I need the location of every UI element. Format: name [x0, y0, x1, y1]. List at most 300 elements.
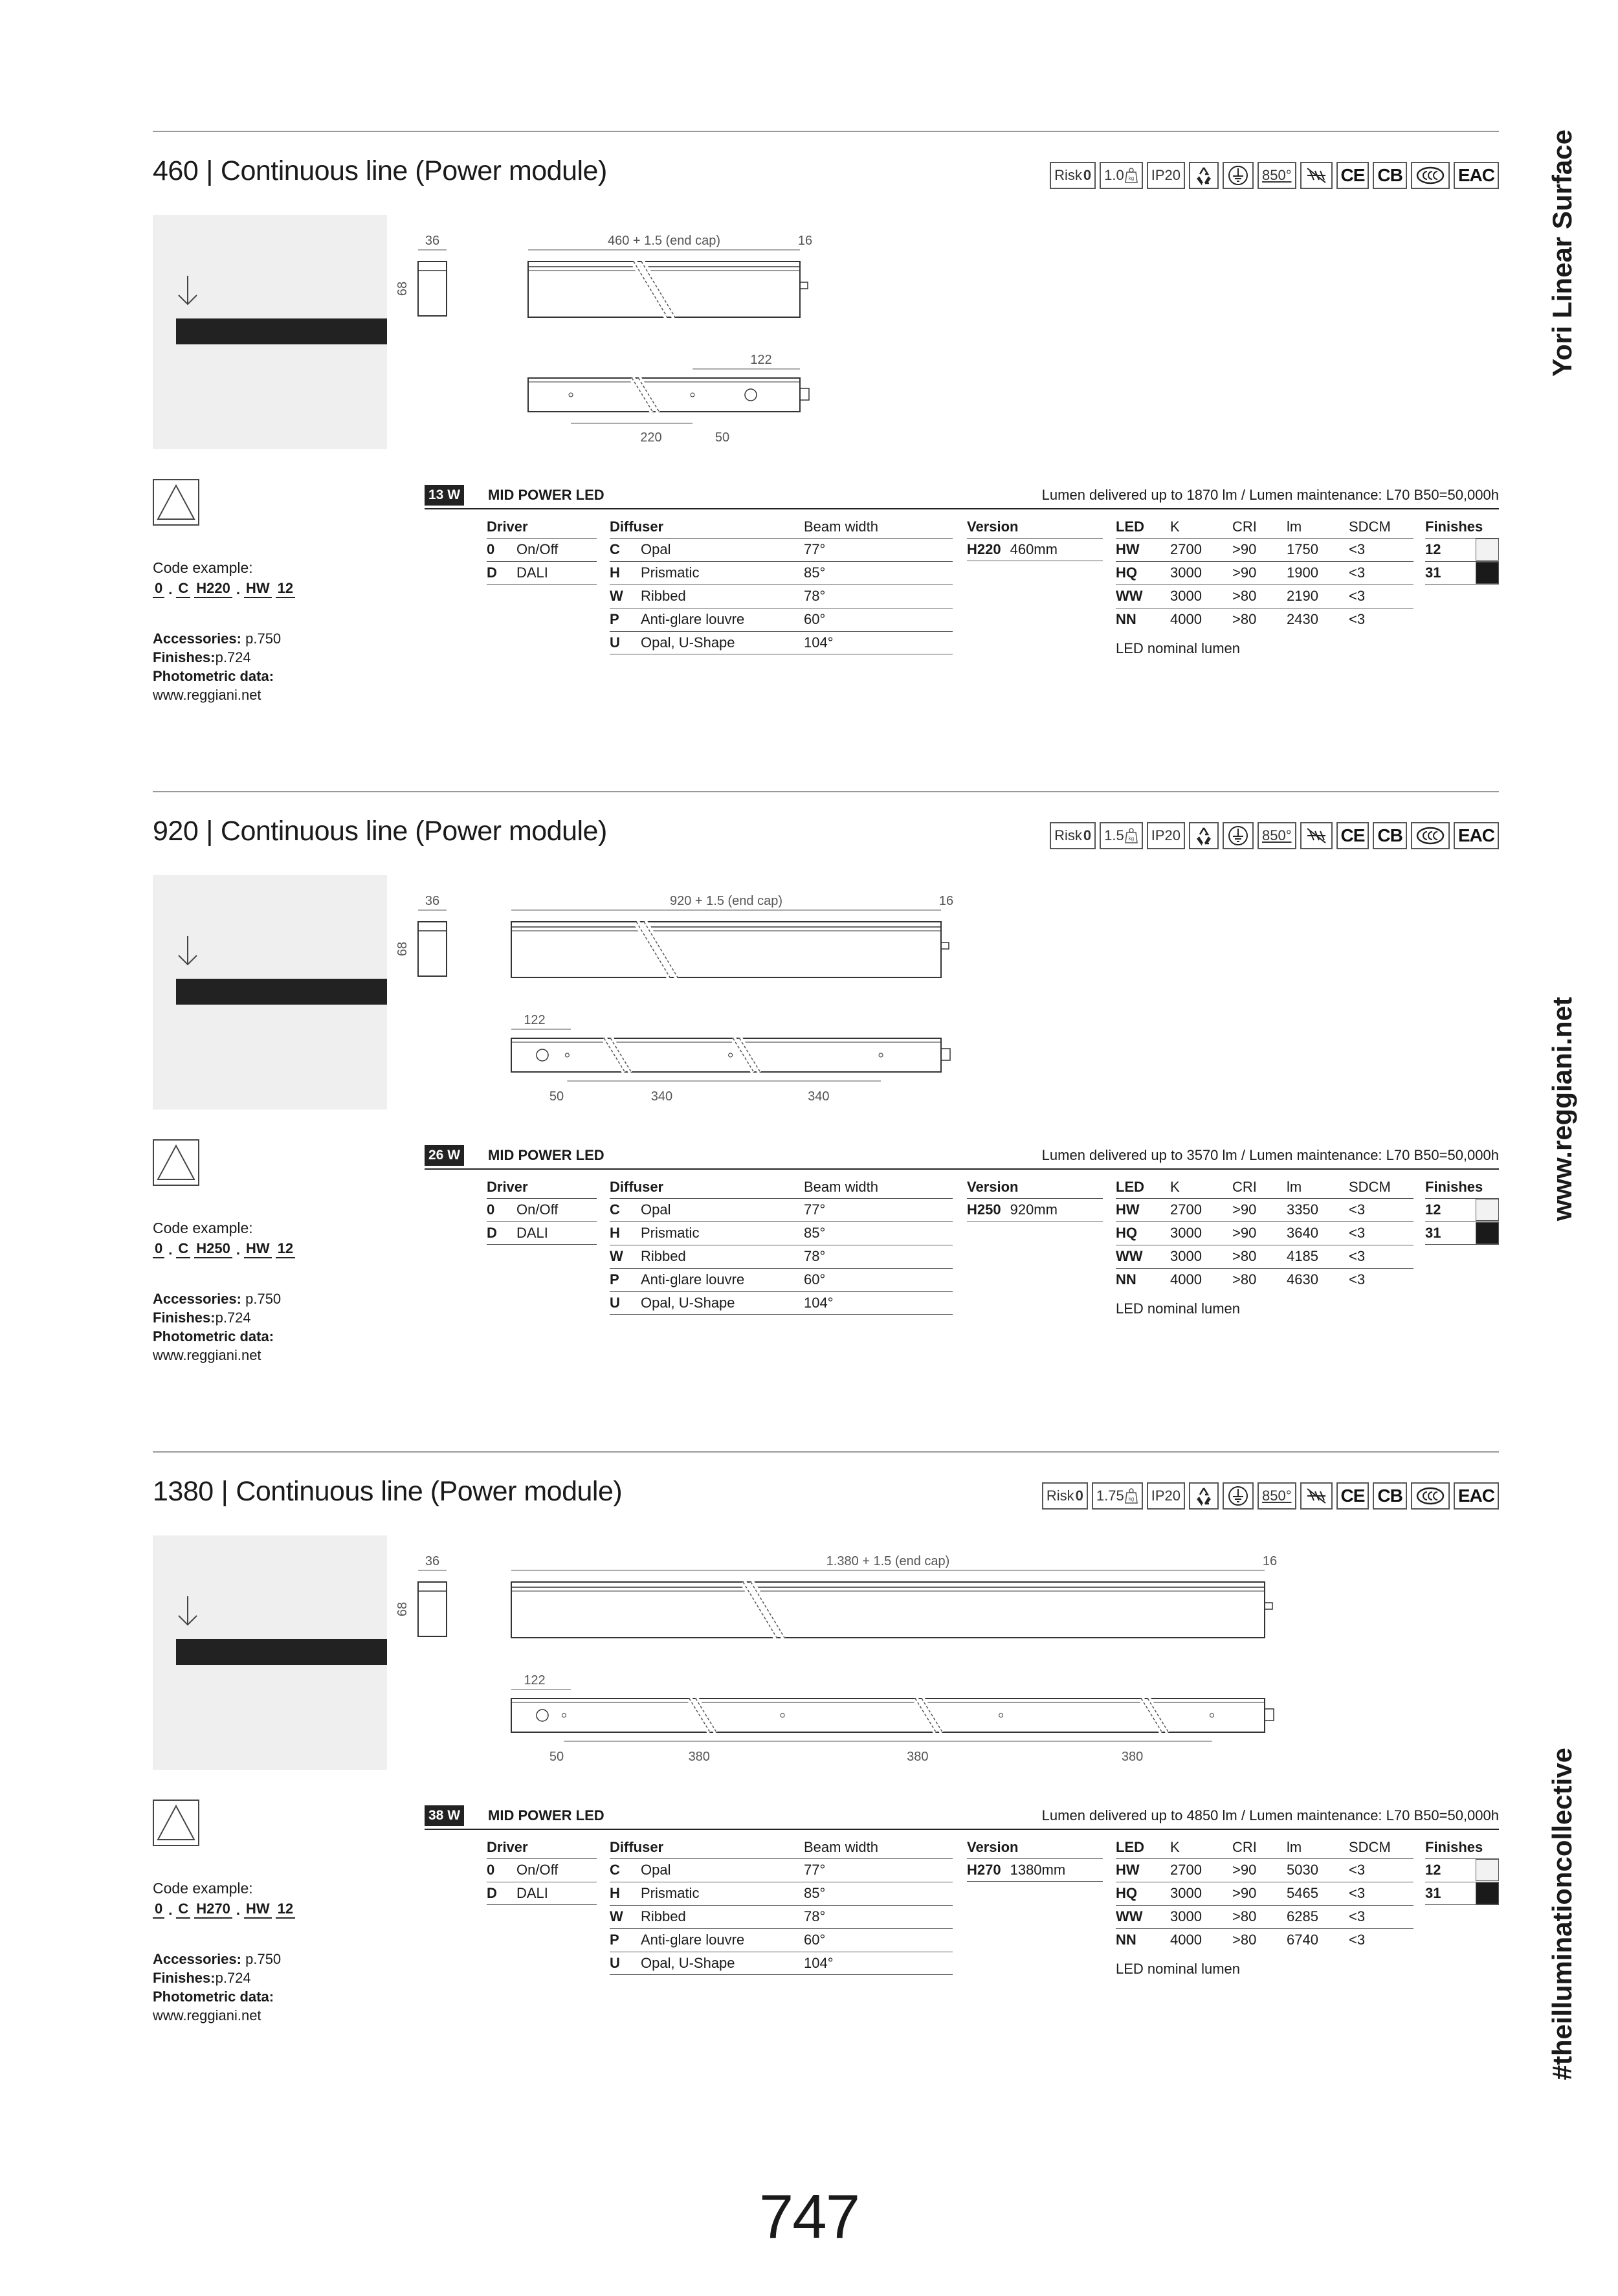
led-cell-sdcm: <3: [1349, 1225, 1366, 1241]
led-cell-lm: 6285: [1287, 1908, 1318, 1924]
title-size: 460: [153, 155, 199, 186]
power-badge: 38 W: [425, 1805, 464, 1826]
led-cell-lm: 1900: [1287, 564, 1318, 581]
section-title: [153, 155, 607, 187]
led-row: [1116, 1882, 1413, 1905]
ccc-icon: [1411, 162, 1450, 189]
diffuser-code: P: [610, 1271, 619, 1287]
led-cell-code: HQ: [1116, 1885, 1137, 1901]
beam-row: [804, 1928, 953, 1952]
ground-icon: [1223, 822, 1254, 849]
dim-width: 36: [425, 1554, 440, 1568]
led-cell-code: WW: [1116, 588, 1143, 604]
installation-icon: [153, 1800, 199, 1846]
led-header-sdcm: SDCM: [1349, 1839, 1391, 1855]
beam-value: 85°: [804, 564, 826, 581]
diffuser-code: C: [610, 1201, 620, 1218]
led-row: [1116, 1928, 1413, 1952]
code-led: HW: [244, 580, 272, 598]
no-insulation-icon: [1300, 822, 1333, 849]
ip-badge: IP20: [1147, 162, 1185, 189]
version-code: H220: [967, 541, 1001, 557]
svg-text:kg: kg: [1128, 836, 1134, 841]
technical-drawing: [395, 1542, 1473, 1765]
led-cell-cri: >90: [1232, 1201, 1257, 1218]
led-cell-lm: 4630: [1287, 1271, 1318, 1287]
driver-code: 0: [487, 541, 495, 557]
dim-width: 36: [425, 894, 440, 908]
diffuser-row: [610, 585, 804, 608]
risk-badge: Risk 0: [1050, 162, 1096, 189]
dimension-drawing: [395, 1542, 1473, 1764]
diffuser-name: Ribbed: [641, 1908, 686, 1924]
driver-code: D: [487, 1885, 497, 1901]
side-text-hashtag: #theilluminationcollective: [1547, 1748, 1577, 2080]
version-column: [967, 1836, 1103, 1882]
led-cell-cri: >80: [1232, 588, 1257, 604]
led-cell-k: 3000: [1170, 1248, 1202, 1264]
led-row: [1116, 1905, 1413, 1928]
installation-icon: [153, 479, 199, 526]
finish-swatch: [1476, 539, 1499, 561]
led-header-sdcm: SDCM: [1349, 518, 1391, 535]
beam-value: 60°: [804, 1271, 826, 1287]
diffuser-name: Opal: [641, 1862, 671, 1878]
driver-row: [487, 1221, 597, 1245]
weight-icon: [1124, 167, 1138, 184]
led-cell-code: NN: [1116, 611, 1136, 627]
diffuser-name: Prismatic: [641, 564, 700, 581]
driver-name: On/Off: [516, 1201, 559, 1218]
driver-name: DALI: [516, 1225, 548, 1241]
cb-mark: CB: [1373, 162, 1406, 189]
dim-length: 1.380 + 1.5 (end cap): [826, 1554, 950, 1568]
driver-row: [487, 1858, 597, 1882]
diffuser-name: Opal, U-Shape: [641, 1295, 735, 1311]
led-cell-lm: 3350: [1287, 1201, 1318, 1218]
led-note: LED nominal lumen: [1116, 1300, 1240, 1317]
code-version: H220: [194, 580, 232, 598]
led-cell-sdcm: <3: [1349, 1908, 1366, 1924]
title-separator: |: [206, 155, 213, 186]
dim-spacing: 380: [688, 1750, 710, 1764]
beam-row: [804, 1198, 953, 1221]
title-size: 1380: [153, 1476, 214, 1507]
beam-row: [804, 608, 953, 631]
dim-spacing: 380: [907, 1750, 929, 1764]
temperature-badge: 850°: [1258, 162, 1296, 189]
version-header: Version: [967, 518, 1019, 535]
no-insulation-icon: [1300, 162, 1333, 189]
driver-header: Driver: [487, 1179, 528, 1195]
led-cell-k: 3000: [1170, 1908, 1202, 1924]
dim-offset: 122: [524, 1673, 546, 1688]
section-title: [153, 1476, 622, 1508]
led-header-lm: lm: [1287, 1179, 1302, 1195]
diffuser-name: Anti-glare louvre: [641, 1271, 745, 1287]
led-cell-k: 3000: [1170, 588, 1202, 604]
code-finish: 12: [276, 580, 295, 598]
led-cell-sdcm: <3: [1349, 1201, 1366, 1218]
dim-spacing: 220: [640, 430, 662, 445]
power-label: MID POWER LED: [488, 1807, 604, 1823]
code-version: H250: [194, 1240, 232, 1258]
driver-code: 0: [487, 1862, 495, 1878]
title-separator: |: [206, 816, 213, 847]
reference-info: [153, 1950, 281, 2025]
led-cell-code: WW: [1116, 1908, 1143, 1924]
finishes-label: Finishes:: [153, 649, 216, 665]
led-row: [1116, 1221, 1413, 1245]
led-header-cri: CRI: [1232, 1839, 1257, 1855]
section-divider: [153, 1451, 1499, 1453]
diffuser-row: [610, 631, 804, 654]
code-diffuser: C: [176, 1900, 190, 1919]
finish-code: 31: [1425, 1225, 1441, 1241]
finish-code: 12: [1425, 541, 1441, 557]
finishes-value: p.724: [215, 649, 251, 665]
beam-value: 85°: [804, 1885, 826, 1901]
driver-row: [487, 561, 597, 585]
diffuser-row: [610, 1291, 804, 1315]
dim-length: 460 + 1.5 (end cap): [607, 234, 721, 248]
diffuser-header: Diffuser: [610, 1179, 664, 1195]
section-title: [153, 816, 607, 847]
beam-value: 104°: [804, 1955, 834, 1971]
product-profile-bar: [176, 979, 387, 1005]
diffuser-row: [610, 561, 804, 585]
product-image: [153, 875, 387, 1109]
section-divider: [153, 791, 1499, 792]
led-cell-cri: >80: [1232, 611, 1257, 627]
diffuser-name: Ribbed: [641, 588, 686, 604]
certification-badges: [1050, 822, 1499, 849]
finish-row: [1425, 538, 1499, 561]
code-version: H270: [194, 1900, 232, 1919]
reference-info: [153, 629, 281, 704]
certification-badges: [1042, 1482, 1499, 1510]
led-cell-sdcm: <3: [1349, 1932, 1366, 1948]
finishes-header: Finishes: [1425, 1179, 1483, 1195]
dim-spacing-start: 50: [549, 1089, 564, 1104]
svg-text:kg: kg: [1128, 175, 1134, 181]
dim-spacing-start: 50: [549, 1750, 564, 1764]
code-led: HW: [244, 1240, 272, 1258]
driver-code: D: [487, 1225, 497, 1241]
led-header-led: LED: [1116, 518, 1144, 535]
title-separator: |: [221, 1476, 228, 1507]
code-driver: 0: [153, 580, 164, 598]
beam-column: [804, 1836, 953, 1975]
ce-mark: CE: [1336, 822, 1369, 849]
led-cell-k: 2700: [1170, 541, 1202, 557]
product-section: [153, 131, 1499, 778]
led-cell-lm: 2430: [1287, 611, 1318, 627]
version-header: Version: [967, 1179, 1019, 1195]
led-row: [1116, 585, 1413, 608]
dim-endcap: 16: [797, 234, 813, 248]
led-cell-code: HW: [1116, 541, 1140, 557]
diffuser-code: C: [610, 541, 620, 557]
power-badge: 26 W: [425, 1145, 464, 1166]
ip-badge: IP20: [1147, 1482, 1185, 1510]
finishes-label: Finishes:: [153, 1310, 216, 1326]
finish-code: 12: [1425, 1201, 1441, 1218]
dimension-drawing: [395, 221, 1473, 445]
led-cell-lm: 2190: [1287, 588, 1318, 604]
finish-row: [1425, 1858, 1499, 1882]
photometric-label: Photometric data:: [153, 1328, 274, 1344]
version-header: Version: [967, 1839, 1019, 1855]
dim-width: 36: [425, 234, 440, 248]
power-label: MID POWER LED: [488, 1147, 604, 1163]
beam-row: [804, 1882, 953, 1905]
beam-column: [804, 1176, 953, 1315]
led-note: LED nominal lumen: [1116, 1961, 1240, 1977]
code-example-label: Code example:: [153, 1220, 253, 1236]
finish-code: 31: [1425, 564, 1441, 581]
dim-spacing: 380: [1121, 1750, 1144, 1764]
finishes-column: [1425, 1836, 1499, 1905]
diffuser-name: Opal, U-Shape: [641, 1955, 735, 1971]
led-cell-lm: 3640: [1287, 1225, 1318, 1241]
installation-icon: [153, 1139, 199, 1186]
code-finish: 12: [276, 1900, 295, 1919]
product-profile-bar: [176, 1639, 387, 1665]
diffuser-row: [610, 1221, 804, 1245]
finishes-column: [1425, 516, 1499, 585]
driver-name: On/Off: [516, 541, 559, 557]
diffuser-code: U: [610, 1295, 620, 1311]
beam-row: [804, 585, 953, 608]
led-note: LED nominal lumen: [1116, 640, 1240, 656]
driver-code: D: [487, 564, 497, 581]
title-size: 920: [153, 816, 199, 847]
diffuser-row: [610, 538, 804, 561]
led-column: [1116, 1176, 1413, 1317]
driver-row: [487, 1198, 597, 1221]
ce-mark: CE: [1336, 162, 1369, 189]
beam-row: [804, 1245, 953, 1268]
led-header-lm: lm: [1287, 518, 1302, 535]
finishes-header: Finishes: [1425, 518, 1483, 535]
led-row: [1116, 608, 1413, 631]
led-header-cri: CRI: [1232, 1179, 1257, 1195]
beam-row: [804, 1268, 953, 1291]
version-column: [967, 1176, 1103, 1221]
section-divider: [153, 131, 1499, 132]
temperature-badge: 850°: [1258, 822, 1296, 849]
photometric-link[interactable]: www.reggiani.net: [153, 687, 261, 703]
dim-offset: 122: [750, 353, 772, 367]
weight-badge: 1.75 kg: [1092, 1482, 1143, 1510]
led-header-led: LED: [1116, 1179, 1144, 1195]
diffuser-code: W: [610, 1908, 623, 1924]
diffuser-code: W: [610, 1248, 623, 1264]
accessories-value: p.750: [245, 630, 282, 647]
led-header-sdcm: SDCM: [1349, 1179, 1391, 1195]
beam-row: [804, 631, 953, 654]
diffuser-column: [610, 1836, 804, 1975]
diffuser-row: [610, 1952, 804, 1975]
diffuser-name: Ribbed: [641, 1248, 686, 1264]
beam-row: [804, 1221, 953, 1245]
power-badge: 13 W: [425, 485, 464, 506]
diffuser-name: Prismatic: [641, 1225, 700, 1241]
cb-mark: CB: [1373, 1482, 1406, 1510]
dim-spacing: 340: [650, 1089, 673, 1104]
diffuser-column: [610, 516, 804, 654]
ce-mark: CE: [1336, 1482, 1369, 1510]
code-diffuser: C: [176, 1240, 190, 1258]
driver-column: [487, 1176, 597, 1245]
weight-icon: [1124, 1488, 1138, 1504]
driver-name: DALI: [516, 1885, 548, 1901]
recycle-icon: [1189, 1482, 1219, 1510]
finish-row: [1425, 561, 1499, 585]
code-finish: 12: [276, 1240, 295, 1258]
beam-row: [804, 1291, 953, 1315]
code-example-value: 0 . C H270 . HW 12: [153, 1900, 299, 1919]
beam-header-label: Beam width: [804, 1839, 878, 1855]
led-cell-k: 4000: [1170, 611, 1202, 627]
diffuser-row: [610, 1198, 804, 1221]
beam-row: [804, 1858, 953, 1882]
beam-value: 78°: [804, 1248, 826, 1264]
photometric-label: Photometric data:: [153, 1989, 274, 2005]
diffuser-row: [610, 1928, 804, 1952]
code-example-label: Code example:: [153, 1880, 253, 1897]
led-cell-cri: >80: [1232, 1248, 1257, 1264]
led-cell-lm: 1750: [1287, 541, 1318, 557]
beam-row: [804, 1905, 953, 1928]
finishes-column: [1425, 1176, 1499, 1245]
weight-badge: 1.0 kg: [1100, 162, 1143, 189]
led-cell-k: 4000: [1170, 1271, 1202, 1287]
diffuser-header: Diffuser: [610, 1839, 664, 1855]
diffuser-row: [610, 608, 804, 631]
diffuser-name: Opal: [641, 1201, 671, 1218]
down-arrow-icon: [175, 274, 201, 307]
driver-column: [487, 516, 597, 585]
diffuser-code: H: [610, 564, 620, 581]
finishes-label: Finishes:: [153, 1970, 216, 1986]
led-header: [1116, 516, 1413, 538]
finish-swatch: [1476, 562, 1499, 584]
led-row: [1116, 1198, 1413, 1221]
ground-icon: [1223, 1482, 1254, 1510]
led-cell-k: 2700: [1170, 1862, 1202, 1878]
led-column: [1116, 1836, 1413, 1978]
accessories-label: Accessories:: [153, 1291, 241, 1307]
beam-value: 78°: [804, 1908, 826, 1924]
led-cell-k: 4000: [1170, 1932, 1202, 1948]
version-row: [967, 538, 1103, 561]
version-code: H270: [967, 1862, 1001, 1878]
led-cell-sdcm: <3: [1349, 1248, 1366, 1264]
diffuser-code: P: [610, 1932, 619, 1948]
page-number: 747: [759, 2182, 859, 2251]
lumen-note: Lumen delivered up to 4850 lm / Lumen maintenance: L70 B50=50,000h: [1041, 1807, 1499, 1823]
accessories-value: p.750: [245, 1951, 282, 1967]
led-cell-sdcm: <3: [1349, 1885, 1366, 1901]
diffuser-code: H: [610, 1225, 620, 1241]
diffuser-code: U: [610, 634, 620, 651]
led-cell-code: HW: [1116, 1201, 1140, 1218]
photometric-link[interactable]: www.reggiani.net: [153, 2007, 261, 2023]
diffuser-column: [610, 1176, 804, 1315]
lumen-note: Lumen delivered up to 3570 lm / Lumen maintenance: L70 B50=50,000h: [1041, 1147, 1499, 1163]
recycle-icon: [1189, 822, 1219, 849]
version-value: 920mm: [1010, 1201, 1058, 1218]
technical-drawing: [395, 221, 1473, 445]
dim-offset: 122: [524, 1013, 546, 1027]
finish-row: [1425, 1882, 1499, 1905]
led-cell-code: HQ: [1116, 564, 1137, 581]
code-diffuser: C: [176, 580, 190, 598]
beam-header: [804, 1836, 953, 1858]
dim-height: 68: [395, 941, 410, 957]
photometric-link[interactable]: www.reggiani.net: [153, 1347, 261, 1363]
diffuser-row: [610, 1245, 804, 1268]
led-cell-lm: 4185: [1287, 1248, 1318, 1264]
led-header-lm: lm: [1287, 1839, 1302, 1855]
led-header-k: K: [1170, 518, 1180, 535]
beam-header-label: Beam width: [804, 1179, 878, 1195]
diffuser-row: [610, 1858, 804, 1882]
accessories-label: Accessories:: [153, 630, 241, 647]
diffuser-header: Diffuser: [610, 518, 664, 535]
risk-badge: Risk 0: [1042, 1482, 1088, 1510]
finish-row: [1425, 1198, 1499, 1221]
driver-header: Driver: [487, 1839, 528, 1855]
led-column: [1116, 516, 1413, 657]
led-cell-cri: >80: [1232, 1271, 1257, 1287]
code-example-value: 0 . C H250 . HW 12: [153, 1240, 299, 1258]
led-row: [1116, 538, 1413, 561]
dim-length: 920 + 1.5 (end cap): [669, 894, 783, 908]
diffuser-name: Prismatic: [641, 1885, 700, 1901]
led-header-k: K: [1170, 1179, 1180, 1195]
led-cell-sdcm: <3: [1349, 1271, 1366, 1287]
spec-rule: [425, 1829, 1499, 1830]
no-insulation-icon: [1300, 1482, 1333, 1510]
title-name: Continuous line (Power module): [220, 155, 607, 186]
driver-row: [487, 538, 597, 561]
version-value: 460mm: [1010, 541, 1058, 557]
beam-value: 77°: [804, 1201, 826, 1218]
led-cell-sdcm: <3: [1349, 611, 1366, 627]
version-code: H250: [967, 1201, 1001, 1218]
code-example: [153, 1878, 299, 1919]
accessories-value: p.750: [245, 1291, 282, 1307]
beam-column: [804, 516, 953, 654]
driver-code: 0: [487, 1201, 495, 1218]
diffuser-row: [610, 1905, 804, 1928]
driver-name: On/Off: [516, 1862, 559, 1878]
beam-value: 104°: [804, 634, 834, 651]
product-section: [153, 1451, 1499, 2099]
reference-info: [153, 1289, 281, 1365]
driver-row: [487, 1882, 597, 1905]
temperature-badge: 850°: [1258, 1482, 1296, 1510]
beam-value: 60°: [804, 611, 826, 627]
finish-swatch: [1476, 1882, 1499, 1904]
beam-row: [804, 561, 953, 585]
product-image: [153, 215, 387, 449]
led-cell-k: 3000: [1170, 1885, 1202, 1901]
version-row: [967, 1198, 1103, 1221]
